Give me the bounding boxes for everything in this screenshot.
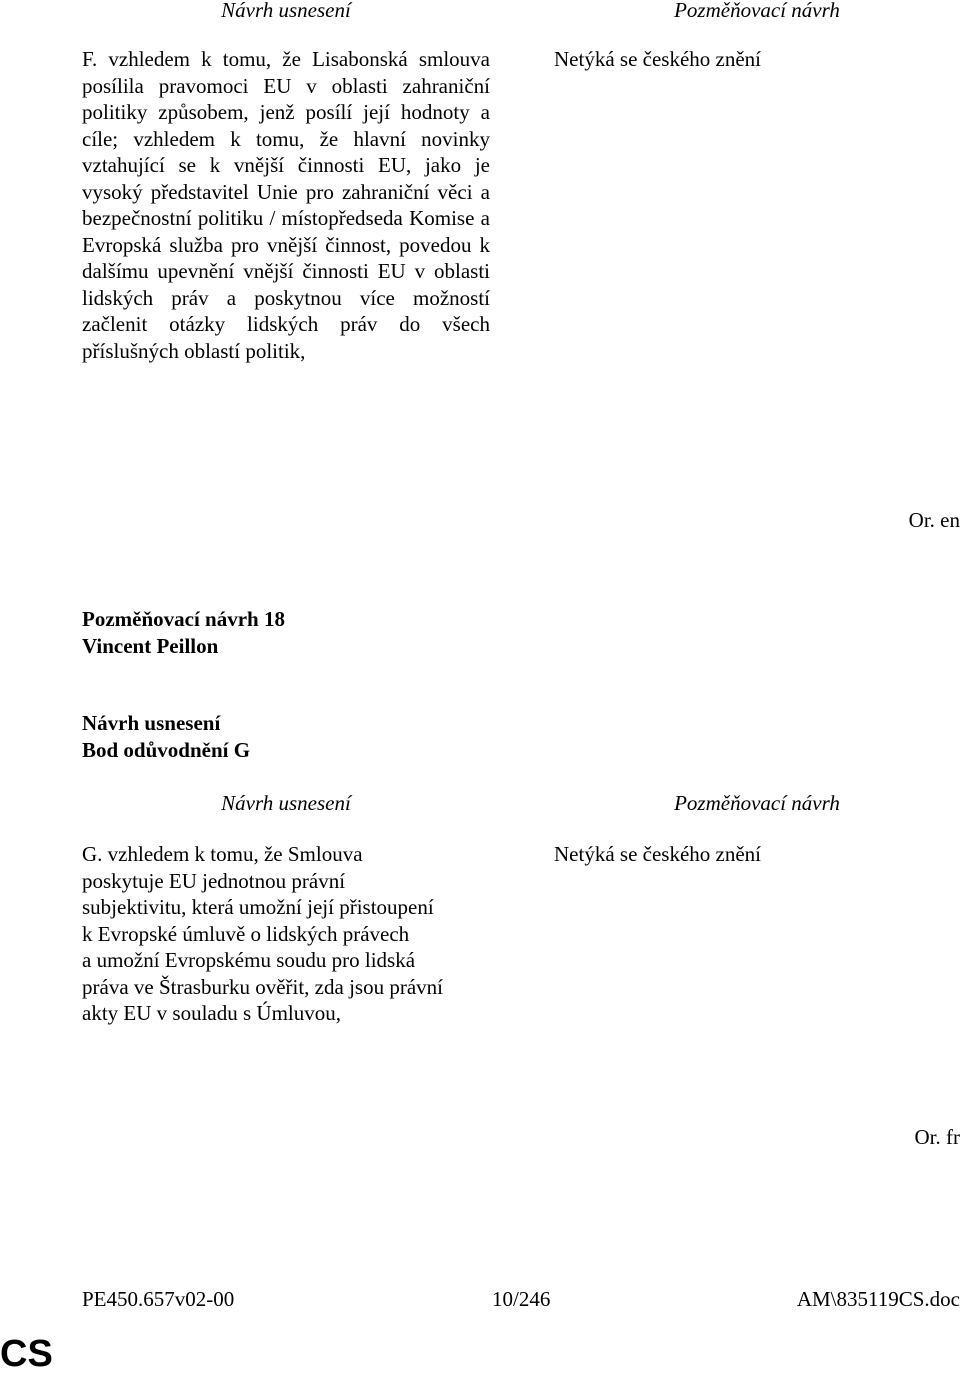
amendment-title: Pozměňovací návrh 18	[82, 607, 285, 631]
amendment-author: Vincent Peillon	[82, 634, 219, 658]
text-line: G. vzhledem k tomu, že Smlouva	[82, 842, 363, 866]
original-language-2: Or. fr	[914, 1125, 960, 1149]
recital-reference: Bod odůvodnění G	[82, 738, 251, 762]
amendment-heading: Pozměňovací návrh	[674, 0, 840, 22]
draft-resolution-heading: Návrh usnesení	[221, 0, 351, 22]
text-line: a umožní Evropskému soudu pro lidská	[82, 948, 416, 972]
text-line: subjektivitu, která umožní její přistoupení	[82, 895, 434, 919]
draft-resolution-heading-2: Návrh usnesení	[221, 791, 351, 815]
footer-file-name: AM\835119CS.doc	[796, 1287, 960, 1311]
footer-page-number: 10/246	[492, 1287, 551, 1311]
amendment-note: Netýká se českého znění	[554, 47, 761, 71]
text-line: poskytuje EU jednotnou právní	[82, 868, 346, 893]
footer-reference: PE450.657v02-00	[82, 1287, 235, 1311]
document-name: Návrh usnesení	[82, 711, 221, 735]
text-line: práva ve Štrasburku ověřit, zda jsou právní	[82, 974, 443, 999]
text-line: akty EU v souladu s Úmluvou,	[82, 1001, 341, 1025]
language-code: CS	[0, 1333, 53, 1375]
amendment-heading-2: Pozměňovací návrh	[674, 791, 840, 815]
amendment-note-2: Netýká se českého znění	[554, 842, 761, 866]
recital-f-text: F. vzhledem k tomu, že Lisabonská smlouva posílila pravomoci EU v oblasti zahraniční politiky způsobem, jenž posílí její hodnoty a cíle; vzhledem k tomu, že hlavní novinky vztahující se k vnější činnosti EU, jako je vysoký představitel Unie pro zahraniční věci a bezpečnostní politiku / místopředseda Komise a Evropská služba pro vnější činnost, povedou k dalšímu upevnění vnější činnosti EU v oblasti lidských práv a poskytnou více možností začlenit otázky lidských práv do všech příslušných oblastí politik,	[82, 47, 490, 363]
recital-g-text	[82, 841, 502, 1027]
text-line: k Evropské úmluvě o lidských právech	[82, 921, 410, 946]
original-language: Or. en	[908, 508, 960, 532]
